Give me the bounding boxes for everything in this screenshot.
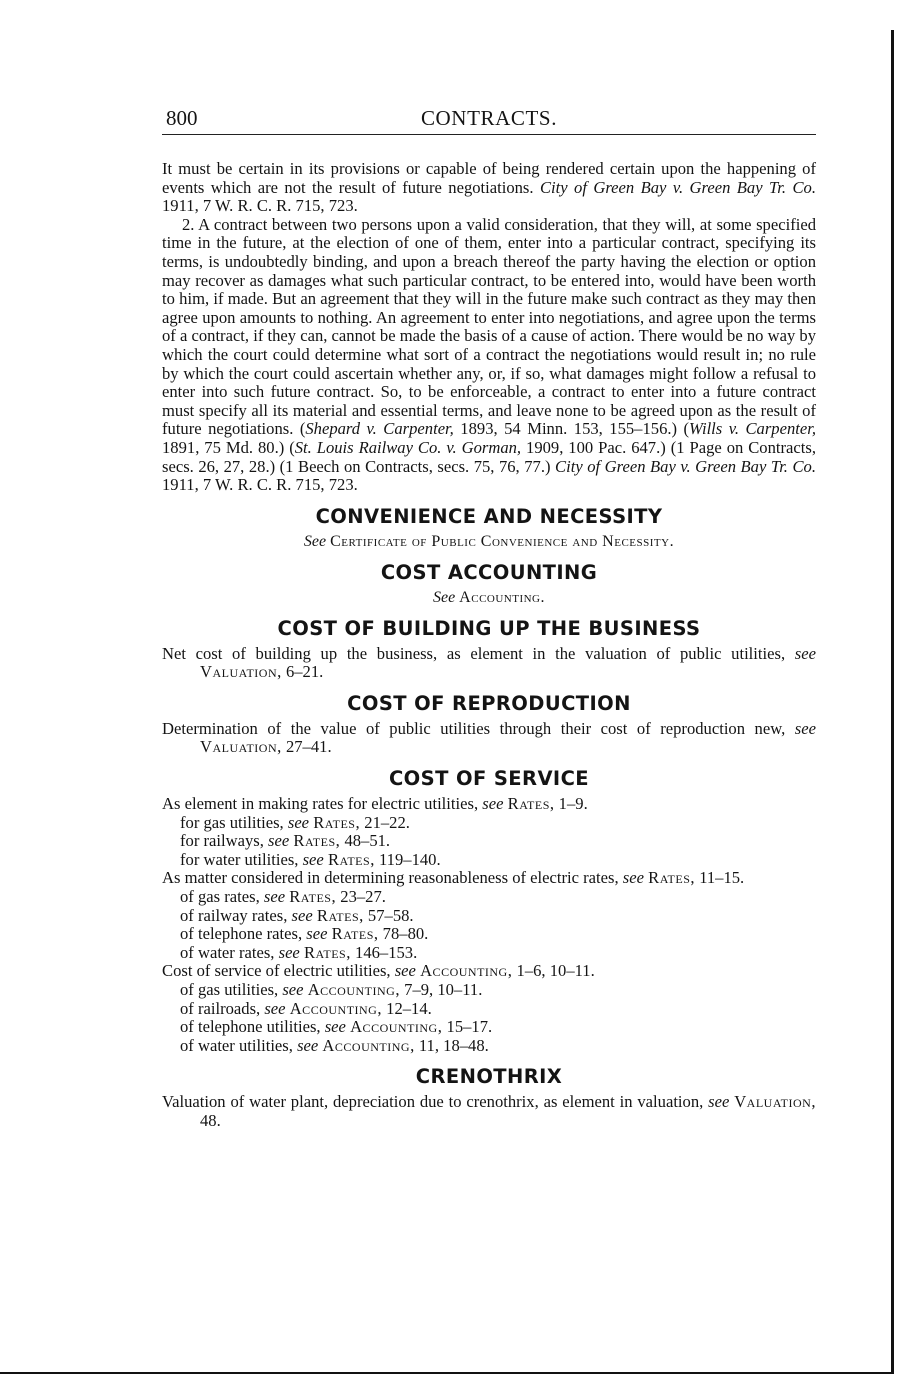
index-entry: Net cost of building up the business, as element in the valuation of public utilities, see Valuation, 6–21.: [162, 643, 816, 682]
paragraph-1: It must be certain in its provisions or capable of being rendered certain upon the happening of events which are not the result of future negotiations. City of Green Bay v. Green Bay Tr. Co. 1911, 7 W. R. C. R. 715, 723.: [162, 159, 816, 216]
page-content: [162, 100, 816, 1131]
index-subentry: of railway rates, see Rates, 57–58.: [180, 905, 414, 925]
citation: City of Green Bay v. Green Bay Tr. Co.: [555, 456, 816, 476]
index-subentry: of gas utilities, see Accounting, 7–9, 10–11.: [180, 980, 483, 999]
index-entry: As matter considered in determining reasonableness of electric rates, see Rates, 11–15.: [162, 868, 745, 888]
index-entry: Determination of the value of public utilities through their cost of reproduction new, see Valuation, 27–41.: [162, 718, 816, 757]
section-heading-cost-accounting: COST ACCOUNTING: [380, 560, 598, 584]
index-entry: As element in making rates for electric utilities, see Rates, 1–9.: [162, 794, 588, 814]
section-heading-crenothrix: CRENOTHRIX: [415, 1065, 563, 1089]
page-number: 800: [166, 106, 198, 130]
see-reference: See Certificate of Public Convenience and Necessity.: [303, 532, 675, 550]
index-subentry: of gas rates, see Rates, 23–27.: [180, 887, 386, 907]
index-subentry: for railways, see Rates, 48–51.: [180, 831, 391, 851]
section-heading-cost-service: COST OF SERVICE: [388, 767, 590, 791]
citation: Shepard v. Carpenter,: [305, 419, 454, 439]
index-subentry: of telephone rates, see Rates, 78–80.: [180, 924, 429, 944]
running-head: [162, 100, 816, 135]
index-subentry: for gas utilities, see Rates, 21–22.: [180, 812, 410, 832]
see-reference: See Accounting.: [432, 588, 546, 606]
index-entry: Cost of service of electric utilities, see Accounting, 1–6, 10–11.: [162, 961, 595, 981]
citation: City of Green Bay v. Green Bay Tr. Co.: [539, 177, 816, 197]
section-heading-cost-reproduction: COST OF REPRODUCTION: [347, 691, 631, 715]
section-heading-convenience: CONVENIENCE AND NECESSITY: [315, 504, 663, 528]
paragraph-2: 2. A contract between two persons upon a valid consideration, that they will, at some specified time in the future, at the election of one of them, enter into a particular contract, specifying its terms, is undoubtedly binding, and upon a breach thereof the party having the election or option may recover as damages what such particular contract, to be entered into, would have been worth to him, if made. But an agreement that they will in the future make such contract as they may then agree upon amounts to nothing. An agreement to enter into negotiations, and agree upon the terms of a contract, if they can, cannot be made the basis of a cause of action. There would be no way by which the court could determine what sort of a contract the negotiations would result in; no rule by which the court could ascertain whether any, or, if so, what damages might follow a refusal to enter into such future contract. So, to be enforceable, a contract to enter into a future contract must specify all its material and essential terms, and leave none to be agreed upon as the result of future negotiations. (Shepard v. Carpenter, 1893, 54 Minn. 153, 155–156.) (Wills v. Carpenter, 1891, 75 Md. 80.) (St. Louis Railway Co. v. Gorman, 1909, 100 Pac. 647.) (1 Page on Contracts, secs. 26, 27, 28.) (1 Beech on Contracts, secs. 75, 76, 77.) City of Green Bay v. Green Bay Tr. Co. 1911, 7 W. R. C. R. 715, 723.: [162, 214, 816, 495]
citation: St. Louis Railway Co. v. Gorman,: [294, 437, 522, 457]
contracts-continuation: [162, 160, 816, 495]
index-subentry: for water utilities, see Rates, 119–140.: [180, 849, 441, 869]
index-subentry: of telephone utilities, see Accounting, 15–17.: [180, 1017, 493, 1037]
index-subentry: of water utilities, see Accounting, 11, 18–48.: [180, 1035, 489, 1055]
index-subentry: of water rates, see Rates, 146–153.: [180, 942, 418, 962]
section-heading-cost-building: COST OF BUILDING UP THE BUSINESS: [277, 616, 701, 640]
running-title: CONTRACTS.: [420, 106, 558, 130]
citation: Wills v. Carpenter,: [689, 419, 816, 439]
cost-of-service-entries: [162, 795, 816, 1055]
index-subentry: of railroads, see Accounting, 12–14.: [180, 998, 432, 1018]
index-entry: Valuation of water plant, depreciation due to crenothrix, as element in valuation, see Valuation, 48.: [162, 1092, 816, 1130]
